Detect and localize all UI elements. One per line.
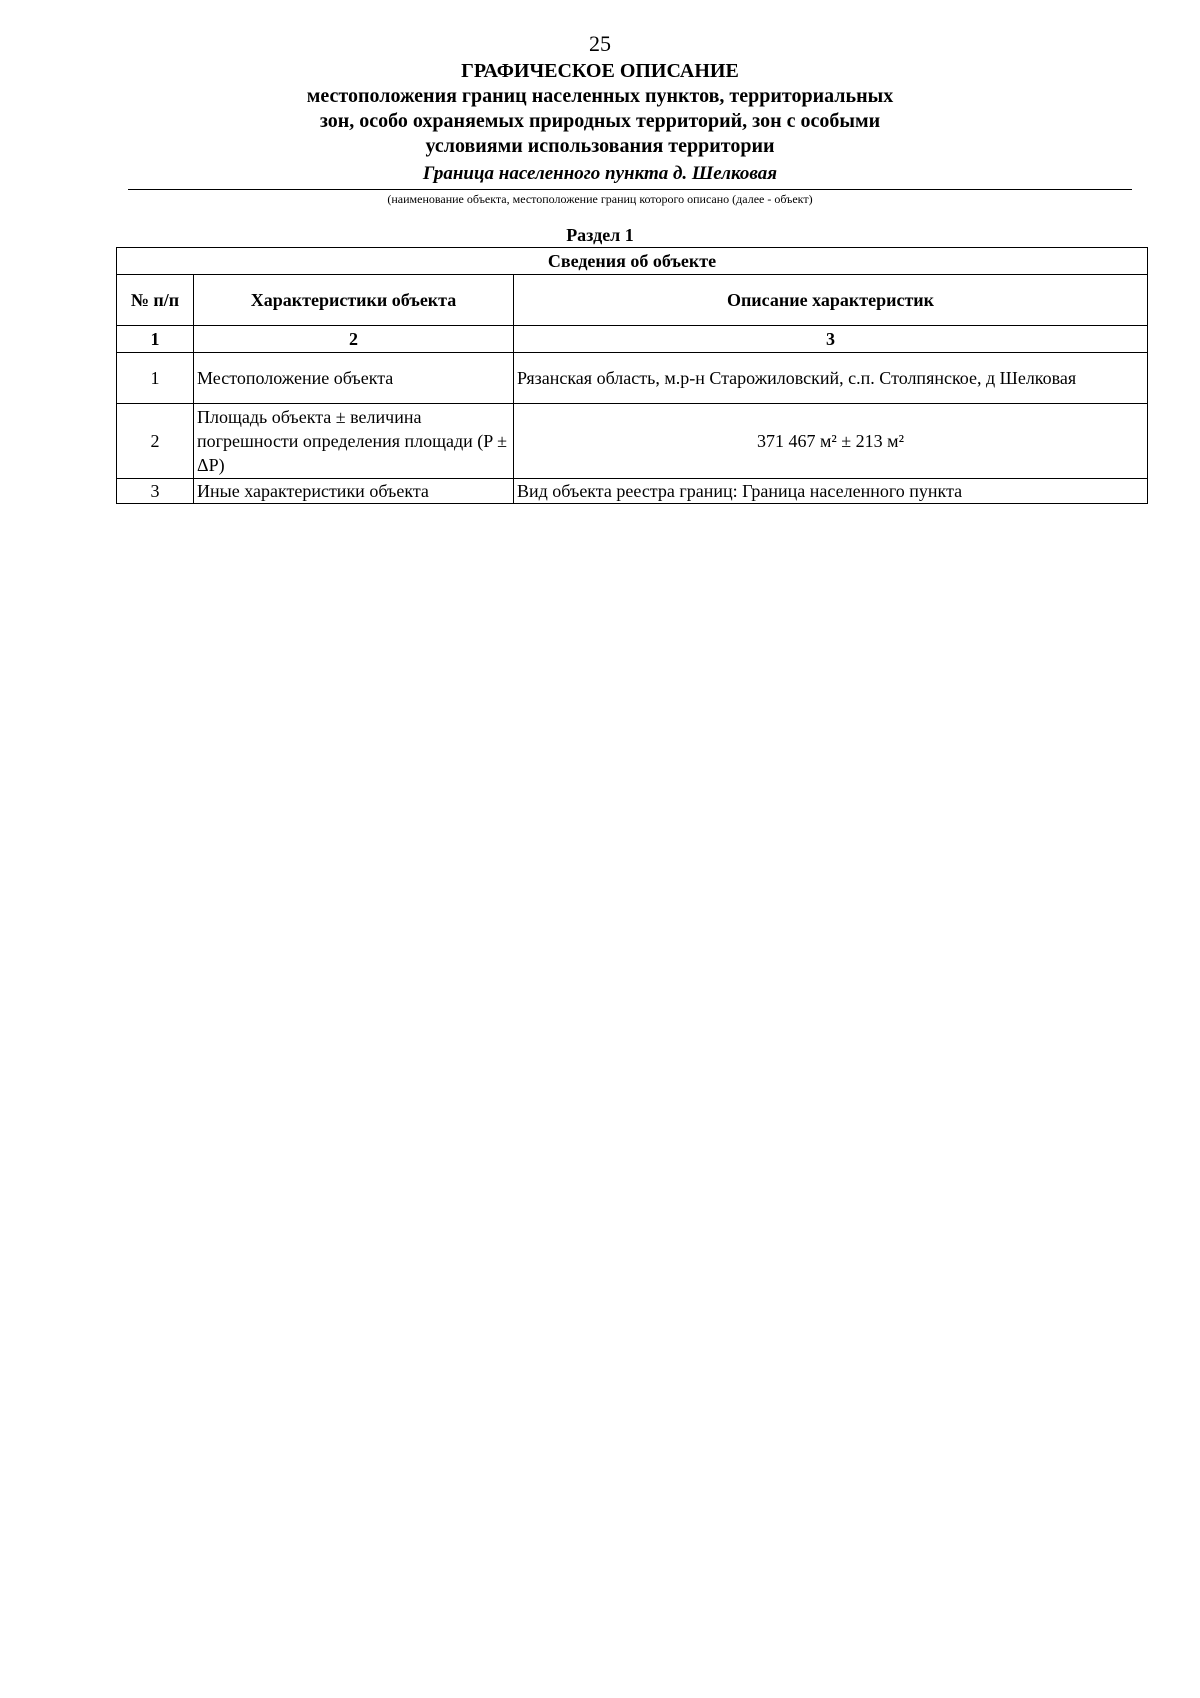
row-num: 2 [117,404,194,479]
column-header-num: № п/п [117,275,194,326]
column-index-1: 1 [117,326,194,353]
document-subtitle-line-3: условиями использования территории [425,135,775,157]
row-description: Вид объекта реестра границ: Граница населенного пункта [514,479,1148,504]
column-index-3: 3 [514,326,1148,353]
object-name-underline [128,189,1132,190]
row-num: 3 [117,479,194,504]
row-characteristic: Иные характеристики объекта [194,479,514,504]
document-subtitle-line-2: зон, особо охраняемых природных территорий, зон с особыми [319,110,881,132]
document-header [0,59,1200,159]
column-header-characteristics: Характеристики объекта [194,275,514,326]
object-name: Граница населенного пункта д. Шелковая [422,163,778,184]
object-name-caption: (наименование объекта, местоположение границ которого описано (далее - объект) [387,192,813,206]
table-header-row [117,275,1148,326]
document-subtitle-line-1: местоположения границ населенных пунктов, территориальных [306,85,894,107]
table-caption: Сведения об объекте [117,248,1148,275]
table-caption-row [117,248,1148,275]
document-title: ГРАФИЧЕСКОЕ ОПИСАНИЕ [461,60,739,82]
section-title: Раздел 1 [566,225,634,245]
row-description: 371 467 м² ± 213 м² [514,404,1148,479]
column-header-description: Описание характеристик [514,275,1148,326]
table-row [117,353,1148,404]
row-characteristic: Площадь объекта ± величина погрешности определения площади (P ± ΔP) [194,404,514,479]
object-info-table [116,247,1148,504]
row-characteristic: Местоположение объекта [194,353,514,404]
row-num: 1 [117,353,194,404]
table-index-row [117,326,1148,353]
column-index-2: 2 [194,326,514,353]
table-row [117,479,1148,504]
table-row [117,404,1148,479]
row-description: Рязанская область, м.р-н Старожиловский, с.п. Столпянское, д Шелковая [514,353,1148,404]
page-number: 25 [589,31,611,56]
